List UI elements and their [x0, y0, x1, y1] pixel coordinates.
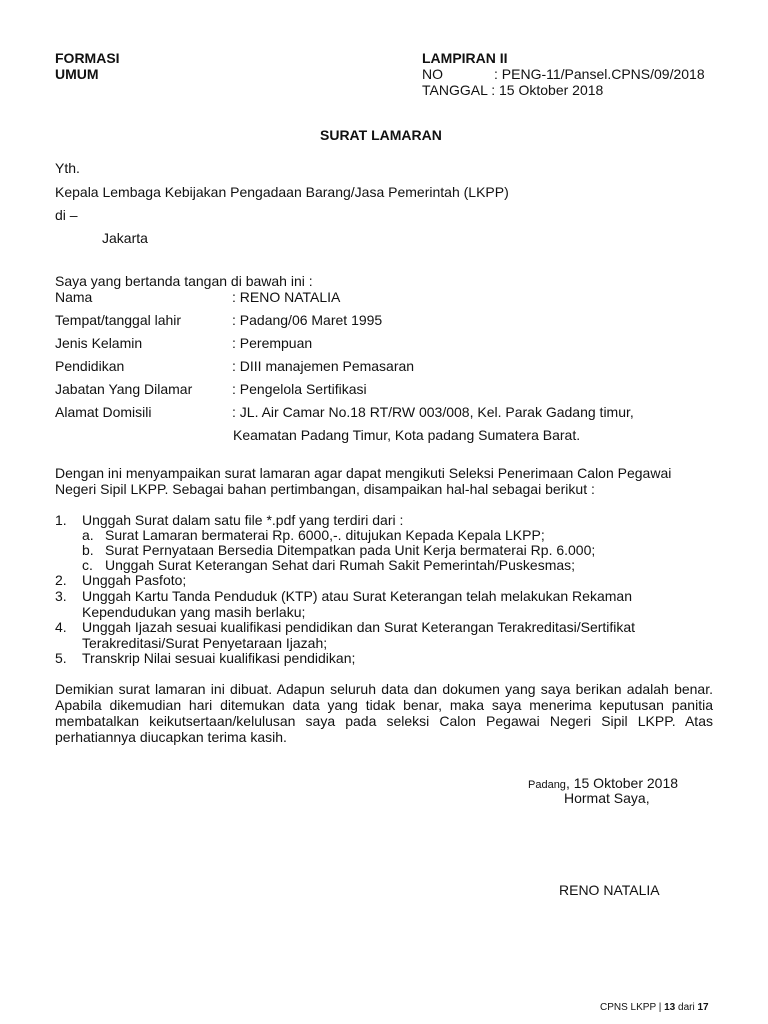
list-item: Unggah Pasfoto; [82, 572, 187, 588]
list-number: 1. [55, 512, 67, 528]
footer-prefix: CPNS LKPP | [600, 1002, 665, 1013]
list-item: Transkrip Nilai sesuai kualifikasi pendidikan; [82, 650, 356, 666]
sublist-letter: a. [82, 527, 94, 543]
field-value: : Pengelola Sertifikasi [232, 381, 367, 397]
field-value: : RENO NATALIA [232, 289, 341, 305]
statement-paragraph: Dengan ini menyampaikan surat lamaran agar dapat mengikuti Seleksi Penerimaan Calon Pegawai Negeri Sipil LKPP. Sebagai bahan pertimbangan, disampaikan hal-hal sebagai berikut : [55, 465, 672, 497]
sublist-item: Surat Pernyataan Bersedia Ditempatkan pada Unit Kerja bermaterai Rp. 6.000; [105, 542, 596, 558]
city: Jakarta [102, 230, 148, 246]
intro-line: Saya yang bertanda tangan di bawah ini : [55, 273, 313, 289]
tanggal-line: TANGGAL : 15 Oktober 2018 [422, 82, 604, 98]
signature-greeting: Hormat Saya, [564, 790, 650, 806]
recipient: Kepala Lembaga Kebijakan Pengadaan Barang/Jasa Pemerintah (LKPP) [55, 184, 509, 200]
address-continuation: Keamatan Padang Timur, Kota padang Sumatera Barat. [233, 427, 581, 443]
field-value: : Perempuan [232, 335, 313, 351]
signature-place: Padang [528, 779, 566, 791]
document-title: SURAT LAMARAN [320, 127, 442, 143]
field-value: : DIII manajemen Pemasaran [232, 358, 415, 374]
list-item: Unggah Kartu Tanda Penduduk (KTP) atau Surat Keterangan telah melakukan Rekaman [82, 588, 632, 604]
formasi-label: FORMASI [55, 50, 120, 66]
list-item-continuation: Kependudukan yang masih berlaku; [82, 604, 306, 620]
footer-dari: dari [675, 1002, 698, 1013]
sublist-letter: c. [82, 557, 93, 573]
list-number: 5. [55, 650, 67, 666]
page-footer [600, 1002, 709, 1014]
footer-total: 17 [697, 1002, 709, 1013]
field-value: : JL. Air Camar No.18 RT/RW 003/008, Kel. Parak Gadang timur, [232, 404, 634, 420]
nomor-value: : PENG-11/Pansel.CPNS/09/2018 [494, 66, 705, 82]
sublist-item: Surat Lamaran bermaterai Rp. 6000,-. ditujukan Kepada Kepala LKPP; [105, 527, 545, 543]
umum-label: UMUM [55, 66, 99, 82]
field-label: Tempat/tanggal lahir [55, 312, 182, 328]
list-item: Unggah Ijazah sesuai kualifikasi pendidikan dan Surat Keterangan Terakreditasi/Sertifikat [82, 619, 636, 635]
list-item: Unggah Surat dalam satu file *.pdf yang terdiri dari : [82, 512, 404, 528]
di-line: di – [55, 207, 78, 223]
list-number: 3. [55, 588, 67, 604]
field-label: Jabatan Yang Dilamar [55, 381, 193, 397]
closing-paragraph: Demikian surat lamaran ini dibuat. Adapun seluruh data dan dokumen yang saya berikan adalah benar. Apabila dikemudian hari ditemukan data yang tidak benar, maka saya menerima keputusan panitia membatalkan keikutsertaan/kelulusan saya pada seleksi Calon Pegawai Negeri Sipil LKPP. Atas perhatiannya diucapkan terima kasih. [55, 681, 713, 745]
salutation: Yth. [55, 160, 80, 176]
field-label: Alamat Domisili [55, 404, 152, 420]
sublist-item: Unggah Surat Keterangan Sehat dari Rumah Sakit Pemerintah/Puskesmas; [105, 557, 576, 573]
field-label: Pendidikan [55, 358, 125, 374]
field-value: : Padang/06 Maret 1995 [232, 312, 383, 328]
footer-page: 13 [664, 1002, 676, 1013]
field-label: Nama [55, 289, 93, 305]
list-item-continuation: Terakreditasi/Surat Penyetaraan Ijazah; [82, 635, 328, 651]
list-number: 2. [55, 572, 67, 588]
sublist-letter: b. [82, 542, 94, 558]
lampiran-label: LAMPIRAN II [422, 50, 508, 66]
nomor-label: NO [422, 66, 443, 82]
field-label: Jenis Kelamin [55, 335, 143, 351]
signature-date-value: , 15 Oktober 2018 [565, 775, 679, 791]
signature-name: RENO NATALIA [559, 882, 660, 898]
list-number: 4. [55, 619, 67, 635]
